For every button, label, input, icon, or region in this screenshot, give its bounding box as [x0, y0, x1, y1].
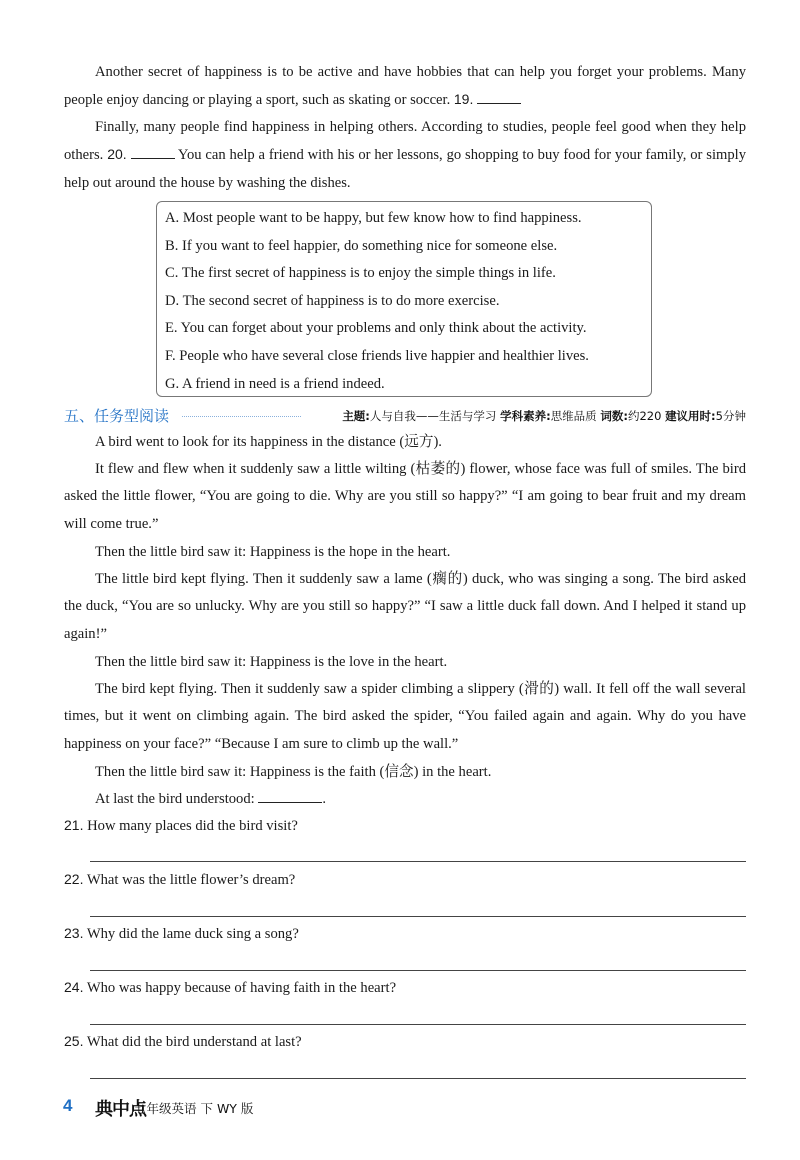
story-paragraph-4: The little bird kept flying. Then it suddenly saw a lame (瘸的) duck, who was singing a song. The bird asked the duck, “You are so unlucky. Why are you still so happy?” “I saw a little duck fall down. And I helped it stand up again!”: [64, 571, 746, 642]
story-paragraph-8: At last the bird understood: .: [64, 786, 746, 813]
answer-line-25[interactable]: [90, 1078, 746, 1079]
option-b: B. If you want to feel happier, do something nice for someone else.: [165, 237, 558, 254]
blank-number-20: 20.: [107, 146, 127, 163]
question-23: 23. Why did the lame duck sing a song?: [64, 925, 299, 942]
book-title: 七年级英语 下 WY 版: [134, 1101, 254, 1116]
question-25: 25. What did the bird understand at last?: [64, 1033, 302, 1050]
passage-paragraph-1: Another secret of happiness is to be active and have hobbies that can help you forget your problems. Many people enjoy dancing or playing a sport, such as skating or soccer. 19.: [64, 64, 746, 109]
answer-blank-19[interactable]: [477, 89, 521, 104]
question-21: 21. How many places did the bird visit?: [64, 817, 298, 834]
option-g: G. A friend in need is a friend indeed.: [165, 375, 385, 392]
story-paragraph-6: The bird kept flying. Then it suddenly saw a spider climbing a slippery (滑的) wall. It fell off the wall several times, but it went on climbing again. The bird asked the spider, “You failed again and again. Why do you have happiness on your face?” “Because I am sure to climb up the wall.”: [64, 681, 746, 752]
option-e: E. You can forget about your problems and only think about the activity.: [165, 320, 587, 337]
section-header: [64, 403, 746, 427]
story-answer-blank[interactable]: [258, 788, 322, 803]
answer-line-24[interactable]: [90, 1024, 746, 1025]
section-title: 五、任务型阅读: [64, 407, 170, 425]
passage-paragraph-2: Finally, many people find happiness in helping others. According to studies, people feel good when they help others. 20. You can help a friend with his or her lessons, go shopping to buy food for your family, or simply help out around the house by washing the dishes.: [64, 119, 746, 191]
answer-line-21[interactable]: [90, 861, 746, 862]
answer-blank-20[interactable]: [131, 144, 175, 159]
section-info: 主题:人与自我——生活与学习 学科素养:思维品质 词数:约220 建议用时:5分钟: [342, 409, 746, 423]
option-d: D. The second secret of happiness is to do more exercise.: [165, 292, 500, 309]
story-paragraph-7: Then the little bird saw it: Happiness is the faith (信念) in the heart.: [95, 764, 492, 780]
question-24: 24. Who was happy because of having faith in the heart?: [64, 979, 397, 996]
options-box: [156, 201, 652, 397]
story-paragraph-1: A bird went to look for its happiness in the distance (远方).: [95, 434, 442, 450]
publisher-logo: 典中点: [95, 1099, 146, 1120]
story-paragraph-2: It flew and flew when it suddenly saw a little wilting (枯萎的) flower, whose face was full of smiles. The bird asked the little flower, “You are going to die. Why are you still so happy?” “I am going to bear fruit and my dream will come true.”: [64, 461, 746, 532]
answer-line-23[interactable]: [90, 970, 746, 971]
option-c: C. The first secret of happiness is to enjoy the simple things in life.: [165, 265, 556, 282]
blank-number-19: 19.: [453, 91, 474, 108]
option-f: F. People who have several close friends live happier and healthier lives.: [165, 347, 589, 364]
story-paragraph-3: Then the little bird saw it: Happiness is the hope in the heart.: [95, 544, 451, 560]
answer-line-22[interactable]: [90, 916, 746, 917]
question-22: 22. What was the little flower’s dream?: [64, 871, 296, 888]
page-number: 4: [63, 1096, 73, 1115]
option-a: A. Most people want to be happy, but few know how to find happiness.: [165, 210, 582, 226]
section-divider: [182, 416, 301, 417]
story-paragraph-5: Then the little bird saw it: Happiness is the love in the heart.: [95, 654, 448, 670]
